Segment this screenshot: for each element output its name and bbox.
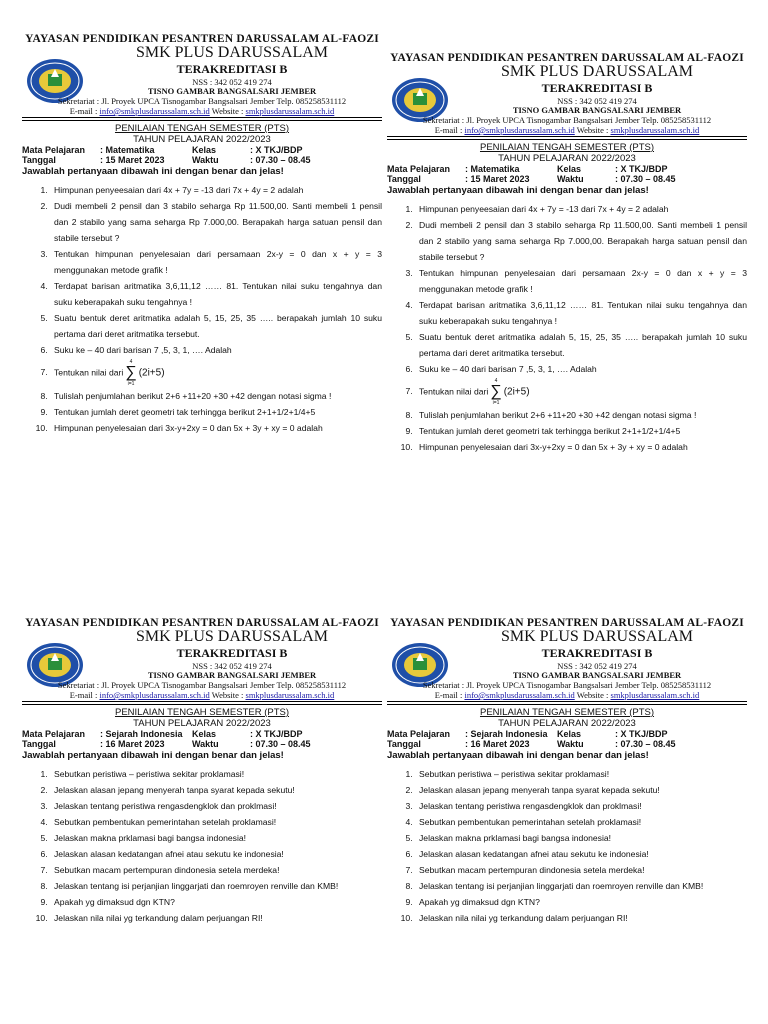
question-item: 3. Jelaskan tentang peristiwa rengasdengklok dan proklmasi!	[50, 798, 382, 814]
address-line-2: Sekretariat : Jl. Proyek UPCA Tisnogambar Bangsalsari Jember Telp. 085258531112	[422, 115, 712, 125]
exam-meta	[387, 164, 747, 184]
class-value: : X TKJ/BDP	[250, 145, 303, 155]
contact-line	[387, 690, 747, 700]
website-label: Website :	[576, 690, 609, 700]
sigma-upper: 4	[129, 359, 133, 365]
address-line-2: Sekretariat : Jl. Proyek UPCA Tisnogambar Bangsalsari Jember Telp. 085258531112	[422, 680, 712, 690]
question-item: 6. Suku ke – 40 dari barisan 7 ,5, 3, 1, …. Adalah	[50, 342, 382, 358]
subject-label: Mata Pelajaran	[22, 729, 86, 739]
website-label: Website :	[211, 106, 244, 116]
contact-line	[387, 125, 747, 135]
question-item: 1. Himpunan penyeesaian dari 4x + 7y = -13 dari 7x + 4y = 2 adalah	[50, 182, 382, 198]
question-item: 7. Sebutkan macam pertempuran dindonesia setela merdeka!	[415, 862, 747, 878]
date-label: Tanggal	[22, 155, 56, 165]
question-item	[50, 358, 382, 388]
address-line-2: Sekretariat : Jl. Proyek UPCA Tisnogambar Bangsalsari Jember Telp. 085258531112	[57, 680, 347, 690]
address-line-1: TISNO GAMBAR BANGSALSARI JEMBER	[512, 670, 682, 680]
question-item: 6. Suku ke – 40 dari barisan 7 ,5, 3, 1, …. Adalah	[415, 361, 747, 377]
email-label: E-mail :	[69, 106, 98, 116]
school-year: TAHUN PELAJARAN 2022/2023	[133, 134, 271, 145]
date-value: : 15 Maret 2023	[100, 155, 165, 165]
sigma-symbol: ∑	[490, 383, 502, 400]
time-label: Waktu	[557, 739, 584, 749]
sigma-lower: i=1	[127, 381, 135, 387]
question-item: 3. Tentukan himpunan penyelesaian dari persamaan 2x-y = 0 dan x + y = 3 menggunakan metode grafik !	[415, 265, 747, 297]
question-item: 4. Terdapat barisan aritmatika 3,6,11,12 …… 81. Tentukan nilai suku tengahnya dan suku keberapakah suku tengahnya !	[50, 278, 382, 310]
school-name: SMK PLUS DARUSSALAM	[500, 628, 694, 645]
class-value: : X TKJ/BDP	[250, 729, 303, 739]
question-item: 2. Jelaskan alasan jepang menyerah tanpa syarat kepada sekutu!	[415, 782, 747, 798]
contact-line	[22, 106, 382, 116]
subject-value: : Matematika	[465, 164, 520, 174]
question-item: 4. Sebutkan pembentukan pemerintahan setelah proklamasi!	[50, 814, 382, 830]
sigma-notation	[125, 358, 136, 388]
question-item: 1. Sebutkan peristiwa – peristiwa sekitar proklamasi!	[50, 766, 382, 782]
class-value: : X TKJ/BDP	[615, 164, 668, 174]
letterhead	[22, 33, 382, 123]
question-item: 5. Jelaskan makna prklamasi bagi bangsa indonesia!	[50, 830, 382, 846]
website-link[interactable]: smkplusdarussalam.sch.id	[245, 106, 335, 116]
question-item: 5. Suatu bentuk deret aritmatika adalah 5, 15, 25, 35 ….. berapakah jumlah 10 suku pertama dari deret aritmatika tersebut.	[50, 310, 382, 342]
subject-value: : Matematika	[100, 145, 155, 155]
email-link[interactable]: info@smkplusdarussalam.sch.id	[99, 106, 210, 116]
address-line-2: Sekretariat : Jl. Proyek UPCA Tisnogambar Bangsalsari Jember Telp. 085258531112	[57, 96, 347, 106]
time-value: : 07.30 – 08.45	[250, 155, 311, 165]
question-item: 7. Sebutkan macam pertempuran dindonesia setela merdeka!	[50, 862, 382, 878]
sigma-lower: i=1	[492, 400, 500, 406]
school-year: TAHUN PELAJARAN 2022/2023	[498, 153, 636, 164]
time-label: Waktu	[192, 155, 219, 165]
email-label: E-mail :	[69, 690, 98, 700]
exam-name: PENILAIAN TENGAH SEMESTER (PTS)	[479, 707, 655, 718]
question-item: 9. Tentukan jumlah deret geometri tak terhingga berikut 2+1+1/2+1/4+5	[50, 404, 382, 420]
question-item: 3. Tentukan himpunan penyelesaian dari persamaan 2x-y = 0 dan x + y = 3 menggunakan metode grafik !	[50, 246, 382, 278]
instruction: Jawablah pertanyaan dibawah ini dengan benar dan jelas!	[387, 185, 649, 196]
question-item: 1. Himpunan penyeesaian dari 4x + 7y = -13 dari 7x + 4y = 2 adalah	[415, 201, 747, 217]
address-line-1: TISNO GAMBAR BANGSALSARI JEMBER	[512, 105, 682, 115]
question-item: 4. Terdapat barisan aritmatika 3,6,11,12 …… 81. Tentukan nilai suku tengahnya dan suku keberapakah suku tengahnya !	[415, 297, 747, 329]
nss-number: NSS : 342 052 419 274	[192, 77, 272, 87]
sigma-upper: 4	[494, 378, 498, 384]
class-label: Kelas	[192, 145, 217, 155]
email-link[interactable]: info@smkplusdarussalam.sch.id	[464, 125, 575, 135]
question-item: 9. Apakah yg dimaksud dgn KTN?	[415, 894, 747, 910]
question-item	[415, 377, 747, 407]
sigma-expression: (2i+5)	[138, 367, 165, 379]
sigma-notation	[490, 377, 501, 407]
instruction: Jawablah pertanyaan dibawah ini dengan benar dan jelas!	[22, 750, 284, 761]
email-label: E-mail :	[434, 125, 463, 135]
date-value: : 16 Maret 2023	[465, 739, 530, 749]
nss-number: NSS : 342 052 419 274	[557, 96, 637, 106]
contact-line	[22, 690, 382, 700]
website-link[interactable]: smkplusdarussalam.sch.id	[610, 690, 700, 700]
question-list	[22, 766, 382, 926]
exam-title	[387, 707, 747, 729]
subject-label: Mata Pelajaran	[387, 729, 451, 739]
school-name: SMK PLUS DARUSSALAM	[135, 44, 329, 61]
website-label: Website :	[576, 125, 609, 135]
question-item: 10. Jelaskan nila nilai yg terkandung dalam perjuangan RI!	[50, 910, 382, 926]
time-value: : 07.30 – 08.45	[615, 174, 676, 184]
question-list	[387, 201, 747, 455]
time-value: : 07.30 – 08.45	[615, 739, 676, 749]
math-exam-sheet	[387, 52, 747, 455]
accreditation: TERAKREDITASI B	[541, 81, 653, 95]
exam-title	[22, 123, 382, 145]
header-divider	[387, 701, 747, 705]
header-divider	[387, 136, 747, 140]
website-label: Website :	[211, 690, 244, 700]
class-value: : X TKJ/BDP	[615, 729, 668, 739]
question-item: 8. Jelaskan tentang isi perjanjian linggarjati dan roemroyen renville dan KMB!	[415, 878, 747, 894]
accreditation: TERAKREDITASI B	[176, 646, 288, 660]
class-label: Kelas	[557, 729, 582, 739]
exam-title	[22, 707, 382, 729]
question-item: 2. Jelaskan alasan jepang menyerah tanpa syarat kepada sekutu!	[50, 782, 382, 798]
class-label: Kelas	[557, 164, 582, 174]
question-item: 10. Jelaskan nila nilai yg terkandung dalam perjuangan RI!	[415, 910, 747, 926]
question-text: Tentukan nilai dari	[54, 367, 124, 378]
subject-label: Mata Pelajaran	[22, 145, 86, 155]
question-item: 8. Jelaskan tentang isi perjanjian linggarjati dan roemroyen renville dan KMB!	[50, 878, 382, 894]
letterhead	[387, 617, 747, 707]
question-item: 9. Apakah yg dimaksud dgn KTN?	[50, 894, 382, 910]
school-year: TAHUN PELAJARAN 2022/2023	[498, 718, 636, 729]
class-label: Kelas	[192, 729, 217, 739]
email-link[interactable]: info@smkplusdarussalam.sch.id	[99, 690, 210, 700]
website-link[interactable]: smkplusdarussalam.sch.id	[245, 690, 335, 700]
email-label: E-mail :	[434, 690, 463, 700]
foundation-name: YAYASAN PENDIDIKAN PESANTREN DARUSSALAM AL-FAOZI	[390, 52, 744, 64]
question-item: 6. Jelaskan alasan kedatangan afnei atau sekutu ke indonesia!	[50, 846, 382, 862]
instruction: Jawablah pertanyaan dibawah ini dengan benar dan jelas!	[387, 750, 649, 761]
time-value: : 07.30 – 08.45	[250, 739, 311, 749]
letterhead	[22, 617, 382, 707]
question-item: 10. Himpunan penyelesaian dari 3x-y+2xy = 0 dan 5x + 3y + xy = 0 adalah	[50, 420, 382, 436]
foundation-name: YAYASAN PENDIDIKAN PESANTREN DARUSSALAM AL-FAOZI	[25, 33, 379, 45]
date-label: Tanggal	[387, 174, 421, 184]
subject-label: Mata Pelajaran	[387, 164, 451, 174]
exam-meta	[22, 729, 382, 749]
math-exam-sheet	[22, 33, 382, 436]
foundation-name: YAYASAN PENDIDIKAN PESANTREN DARUSSALAM AL-FAOZI	[390, 617, 744, 629]
exam-name: PENILAIAN TENGAH SEMESTER (PTS)	[479, 142, 655, 153]
question-item: 5. Suatu bentuk deret aritmatika adalah 5, 15, 25, 35 ….. berapakah jumlah 10 suku pertama dari deret aritmatika tersebut.	[415, 329, 747, 361]
question-item: 1. Sebutkan peristiwa – peristiwa sekitar proklamasi!	[415, 766, 747, 782]
question-item: 8. Tulislah penjumlahan berikut 2+6 +11+20 +30 +42 dengan notasi sigma !	[50, 388, 382, 404]
subject-value: : Sejarah Indonesia	[100, 729, 183, 739]
date-label: Tanggal	[22, 739, 56, 749]
accreditation: TERAKREDITASI B	[176, 62, 288, 76]
email-link[interactable]: info@smkplusdarussalam.sch.id	[464, 690, 575, 700]
sigma-expression: (2i+5)	[503, 386, 530, 398]
time-label: Waktu	[192, 739, 219, 749]
header-divider	[22, 117, 382, 121]
header-divider	[22, 701, 382, 705]
question-item: 9. Tentukan jumlah deret geometri tak terhingga berikut 2+1+1/2+1/4+5	[415, 423, 747, 439]
school-name: SMK PLUS DARUSSALAM	[500, 63, 694, 80]
question-item: 4. Sebutkan pembentukan pemerintahan setelah proklamasi!	[415, 814, 747, 830]
question-text: Tentukan nilai dari	[419, 386, 489, 397]
address-line-1: TISNO GAMBAR BANGSALSARI JEMBER	[147, 670, 317, 680]
time-label: Waktu	[557, 174, 584, 184]
school-name: SMK PLUS DARUSSALAM	[135, 628, 329, 645]
date-value: : 15 Maret 2023	[465, 174, 530, 184]
question-item: 10. Himpunan penyelesaian dari 3x-y+2xy = 0 dan 5x + 3y + xy = 0 adalah	[415, 439, 747, 455]
school-year: TAHUN PELAJARAN 2022/2023	[133, 718, 271, 729]
date-value: : 16 Maret 2023	[100, 739, 165, 749]
nss-number: NSS : 342 052 419 274	[192, 661, 272, 671]
exam-name: PENILAIAN TENGAH SEMESTER (PTS)	[114, 123, 290, 134]
nss-number: NSS : 342 052 419 274	[557, 661, 637, 671]
date-label: Tanggal	[387, 739, 421, 749]
instruction: Jawablah pertanyaan dibawah ini dengan benar dan jelas!	[22, 166, 284, 177]
question-item: 8. Tulislah penjumlahan berikut 2+6 +11+20 +30 +42 dengan notasi sigma !	[415, 407, 747, 423]
foundation-name: YAYASAN PENDIDIKAN PESANTREN DARUSSALAM AL-FAOZI	[25, 617, 379, 629]
question-item: 2. Dudi membeli 2 pensil dan 3 stabilo seharga Rp 11.500,00. Santi membeli 1 pensil dan 2 stabilo yang sama seharga Rp 7.000,00. Berapakah harga satuan pensil dan stabile tersebut ?	[415, 217, 747, 265]
exam-title	[387, 142, 747, 164]
question-item: 5. Jelaskan makna prklamasi bagi bangsa indonesia!	[415, 830, 747, 846]
exam-meta	[22, 145, 382, 165]
exam-meta	[387, 729, 747, 749]
sigma-symbol: ∑	[125, 364, 137, 381]
history-exam-sheet	[387, 617, 747, 926]
question-list	[22, 182, 382, 436]
website-link[interactable]: smkplusdarussalam.sch.id	[610, 125, 700, 135]
question-item: 3. Jelaskan tentang peristiwa rengasdengklok dan proklmasi!	[415, 798, 747, 814]
history-exam-sheet	[22, 617, 382, 926]
accreditation: TERAKREDITASI B	[541, 646, 653, 660]
question-list	[387, 766, 747, 926]
question-item: 6. Jelaskan alasan kedatangan afnei atau sekutu ke indonesia!	[415, 846, 747, 862]
question-item: 2. Dudi membeli 2 pensil dan 3 stabilo seharga Rp 11.500,00. Santi membeli 1 pensil dan 2 stabilo yang sama seharga Rp 7.000,00. Berapakah harga satuan pensil dan stabile tersebut ?	[50, 198, 382, 246]
address-line-1: TISNO GAMBAR BANGSALSARI JEMBER	[147, 86, 317, 96]
letterhead	[387, 52, 747, 142]
exam-name: PENILAIAN TENGAH SEMESTER (PTS)	[114, 707, 290, 718]
subject-value: : Sejarah Indonesia	[465, 729, 548, 739]
